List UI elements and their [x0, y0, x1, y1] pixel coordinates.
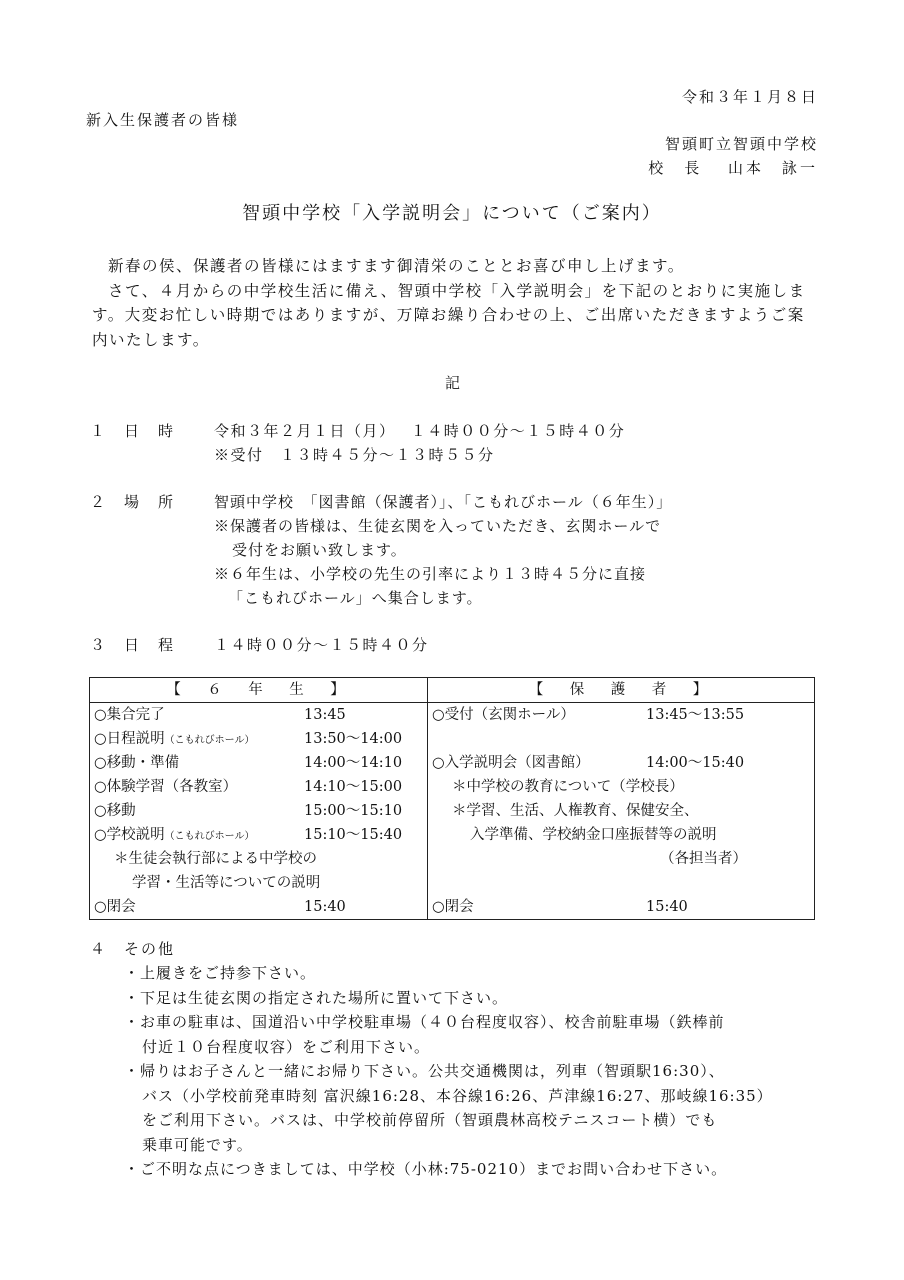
student-council-note: ＊生徒会執行部による中学校の	[114, 851, 317, 867]
schedule-value: １４時００分～１５時４０分	[214, 636, 429, 654]
principal-talk-note: ＊中学校の教育について（学校長）	[452, 779, 684, 795]
student-council-note-cont: 学習・生活等についての説明	[132, 875, 321, 891]
principal-name: 校 長 山本 詠一	[648, 159, 818, 177]
invitation-paragraph: さて、４月からの中学校生活に備え、智頭中学校「入学説明会」を下記のとおりに実施します。大変お忙しい時期ではありますが、万障お繰り合わせの上、ご出席いただきますようご案内いたします。	[92, 281, 806, 349]
ki-heading: 記	[445, 374, 461, 392]
list-item: ・お車の駐車は、国道沿い中学校駐車場（４０台程度収容）、校舎前駐車場（鉄棒前	[124, 1013, 725, 1031]
list-item-cont: バス（小学校前発車時刻 富沢線16:28、本谷線16:26、芦津線16:27、那岐線16:35）	[142, 1086, 773, 1105]
sixth-grade-note-line2: 「こもれびホール」へ集合します。	[228, 589, 483, 607]
staff-talk-presenters: （各担当者）	[660, 851, 747, 867]
schedule-row: ○集合完了 13:45	[94, 707, 346, 723]
list-item: ・上履きをご持参下さい。	[124, 964, 317, 982]
schedule-row-close: ○閉会 15:40	[94, 899, 346, 915]
list-item-cont: をご利用下さい。バスは、中学校前停留所（智頭農林高校テニスコート横）でも	[142, 1111, 718, 1129]
empty-row	[432, 871, 810, 895]
page-title: 智頭中学校「入学説明会」について（ご案内）	[242, 203, 662, 224]
parents-note-line1: ※保護者の皆様は、生徒玄関を入っていただき、玄関ホールで	[214, 517, 662, 535]
schedule-row: ○学校説明（こもれびホール） 15:10～15:40	[94, 827, 403, 843]
parents-column	[428, 703, 815, 920]
document-date: 令和３年１月８日	[681, 88, 818, 106]
schedule-label: ３ 日 程	[90, 636, 176, 654]
recipient: 新入生保護者の皆様	[86, 111, 240, 129]
place-label: ２ 場 所	[90, 493, 176, 511]
empty-row	[432, 727, 810, 751]
other-notes	[124, 961, 824, 1182]
schedule-row: ○日程説明（こもれびホール） 13:50～14:00	[94, 731, 403, 747]
list-item: ・帰りはお子さんと一緒にお帰り下さい。公共交通機関は，列車（智頭駅16:30）、	[124, 1062, 725, 1080]
schedule-row: ○移動・準備 14:00～14:10	[94, 755, 403, 771]
datetime-value: 令和３年２月１日（月） １４時００分～１５時４０分	[214, 422, 626, 440]
schedule-row: ○移動 15:00～15:10	[94, 803, 403, 819]
staff-talk-note-cont: 入学準備、学校納金口座振替等の説明	[470, 827, 717, 843]
parents-header: 【 保 護 者 】	[428, 678, 815, 703]
list-item-cont: 乗車可能です。	[142, 1135, 253, 1154]
schedule-row-close: ○閉会 15:40	[432, 899, 688, 915]
schedule-row: ○受付（玄関ホール） 13:45～13:55	[432, 707, 745, 723]
greeting-line: 新春の侯、保護者の皆様にはますます御清栄のこととお喜び申し上げます。	[108, 257, 685, 275]
schedule-row: ○入学説明会（図書館） 14:00～15:40	[432, 755, 745, 771]
list-item: ・下足は生徒玄関の指定された場所に置いて下さい。	[124, 988, 509, 1007]
sixth-grade-note-line1: ※６年生は、小学校の先生の引率により１３時４５分に直接	[214, 565, 647, 583]
intro-text	[92, 254, 820, 352]
list-item-cont: 付近１０台程度収容）をご利用下さい。	[142, 1037, 431, 1056]
list-item: ・ご不明な点につきましては、中学校（小林:75-0210）までお問い合わせ下さい。	[124, 1160, 728, 1178]
parents-note-line2: 受付をお願い致します。	[232, 541, 407, 559]
school-name: 智頭町立智頭中学校	[664, 135, 818, 153]
sixth-grade-column	[90, 703, 428, 920]
reception-note: ※受付 １３時４５分～１３時５５分	[214, 446, 495, 464]
staff-talk-note: ＊学習、生活、人権教育、保健安全、	[452, 803, 699, 819]
schedule-table	[89, 677, 815, 920]
sixth-grade-header: 【 ６ 年 生 】	[90, 678, 428, 703]
datetime-label: １ 日 時	[90, 422, 176, 440]
other-label: ４ その他	[90, 940, 176, 958]
schedule-row: ○体験学習（各教室） 14:10～15:00	[94, 779, 403, 795]
place-value: 智頭中学校 「図書館（保護者）」、「こもれびホール（６年生）」	[214, 493, 673, 511]
